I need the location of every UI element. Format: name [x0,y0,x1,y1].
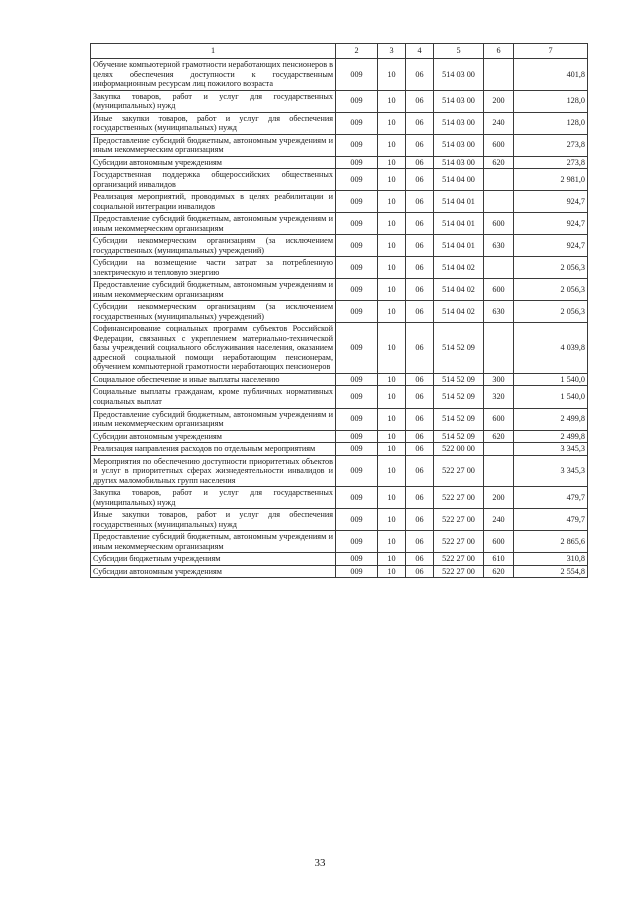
row-section-code: 10 [378,191,406,213]
table-row [91,257,588,279]
row-amount: 128,0 [514,112,588,134]
row-target-article: 514 52 09 [434,386,484,408]
row-subsection-code: 06 [406,373,434,386]
row-target-article: 514 04 02 [434,279,484,301]
row-amount: 924,7 [514,213,588,235]
row-expense-type: 200 [484,487,514,509]
row-name-cell: Иные закупки товаров, работ и услуг для обеспечения государственных (муниципальных) нужд [91,112,336,134]
row-subsection-code: 06 [406,565,434,578]
row-amount: 924,7 [514,235,588,257]
row-ministry-code: 009 [336,59,378,91]
row-section-code: 10 [378,156,406,169]
table-row [91,565,588,578]
row-name-cell: Субсидии автономным учреждениям [91,565,336,578]
row-ministry-code: 009 [336,323,378,374]
row-subsection-code: 06 [406,257,434,279]
row-ministry-code: 009 [336,235,378,257]
row-section-code: 10 [378,408,406,430]
table-row [91,169,588,191]
row-expense-type: 630 [484,235,514,257]
budget-table [90,43,588,578]
row-amount: 924,7 [514,191,588,213]
row-amount: 310,8 [514,553,588,566]
row-target-article: 514 52 09 [434,430,484,443]
row-name-cell: Предоставление субсидий бюджетным, автономным учреждениям и иным некоммерческим организациям [91,134,336,156]
row-amount: 273,8 [514,134,588,156]
table-row [91,553,588,566]
row-subsection-code: 06 [406,59,434,91]
table-row [91,323,588,374]
row-name-cell: Реализация направления расходов по отдельным мероприятиям [91,443,336,456]
row-ministry-code: 009 [336,565,378,578]
table-row [91,59,588,91]
row-target-article: 522 27 00 [434,509,484,531]
table-row [91,90,588,112]
row-subsection-code: 06 [406,323,434,374]
row-target-article: 514 03 00 [434,59,484,91]
row-name-cell: Субсидии некоммерческим организациям (за исключением государственных (муниципальных) учреждений) [91,235,336,257]
row-ministry-code: 009 [336,134,378,156]
row-ministry-code: 009 [336,156,378,169]
row-target-article: 514 04 01 [434,191,484,213]
table-row [91,134,588,156]
row-amount: 479,7 [514,509,588,531]
row-name-cell: Субсидии некоммерческим организациям (за исключением государственных (муниципальных) учреждений) [91,301,336,323]
row-section-code: 10 [378,112,406,134]
table-row [91,191,588,213]
row-section-code: 10 [378,565,406,578]
row-subsection-code: 06 [406,386,434,408]
header-col-1: 1 [91,44,336,59]
row-section-code: 10 [378,301,406,323]
row-ministry-code: 009 [336,408,378,430]
row-amount: 3 345,3 [514,455,588,487]
header-col-3: 3 [378,44,406,59]
row-expense-type: 600 [484,134,514,156]
row-ministry-code: 009 [336,257,378,279]
row-ministry-code: 009 [336,90,378,112]
row-subsection-code: 06 [406,430,434,443]
row-amount: 2 865,6 [514,531,588,553]
row-expense-type [484,443,514,456]
row-subsection-code: 06 [406,455,434,487]
row-subsection-code: 06 [406,553,434,566]
header-col-7: 7 [514,44,588,59]
row-subsection-code: 06 [406,134,434,156]
table-row [91,509,588,531]
table-row [91,235,588,257]
row-ministry-code: 009 [336,279,378,301]
row-target-article: 522 27 00 [434,531,484,553]
row-ministry-code: 009 [336,509,378,531]
row-name-cell: Обучение компьютерной грамотности неработающих пенсионеров в целях обеспечения доступности к государственным информационным ресурсам лиц пожилого возраста [91,59,336,91]
row-expense-type: 610 [484,553,514,566]
table-row [91,386,588,408]
row-amount: 273,8 [514,156,588,169]
row-ministry-code: 009 [336,112,378,134]
row-expense-type: 620 [484,430,514,443]
row-subsection-code: 06 [406,235,434,257]
row-amount: 401,8 [514,59,588,91]
row-expense-type: 240 [484,112,514,134]
row-subsection-code: 06 [406,443,434,456]
row-amount: 4 039,8 [514,323,588,374]
row-name-cell: Мероприятия по обеспечению доступности приоритетных объектов и услуг в приоритетных сферах жизнедеятельности инвалидов и других маломобильных групп населения [91,455,336,487]
row-amount: 2 981,0 [514,169,588,191]
table-row [91,531,588,553]
header-col-4: 4 [406,44,434,59]
row-expense-type [484,59,514,91]
row-section-code: 10 [378,257,406,279]
row-amount: 1 540,0 [514,373,588,386]
row-target-article: 522 27 00 [434,455,484,487]
row-amount: 1 540,0 [514,386,588,408]
row-amount: 2 056,3 [514,257,588,279]
row-ministry-code: 009 [336,386,378,408]
row-section-code: 10 [378,59,406,91]
row-expense-type: 620 [484,565,514,578]
row-expense-type: 600 [484,213,514,235]
row-name-cell: Социальные выплаты гражданам, кроме публичных нормативных социальных выплат [91,386,336,408]
row-expense-type: 600 [484,279,514,301]
row-subsection-code: 06 [406,213,434,235]
row-subsection-code: 06 [406,90,434,112]
row-target-article: 514 04 01 [434,213,484,235]
row-section-code: 10 [378,90,406,112]
row-section-code: 10 [378,553,406,566]
row-target-article: 514 03 00 [434,112,484,134]
row-amount: 128,0 [514,90,588,112]
row-expense-type: 300 [484,373,514,386]
row-target-article: 514 04 02 [434,257,484,279]
row-name-cell: Социальное обеспечение и иные выплаты населению [91,373,336,386]
row-ministry-code: 009 [336,531,378,553]
row-target-article: 514 52 09 [434,323,484,374]
table-row [91,279,588,301]
row-ministry-code: 009 [336,373,378,386]
row-name-cell: Закупка товаров, работ и услуг для государственных (муниципальных) нужд [91,487,336,509]
row-ministry-code: 009 [336,553,378,566]
row-target-article: 514 04 01 [434,235,484,257]
table-row [91,112,588,134]
row-section-code: 10 [378,213,406,235]
row-section-code: 10 [378,509,406,531]
row-section-code: 10 [378,430,406,443]
row-target-article: 522 00 00 [434,443,484,456]
row-amount: 2 554,8 [514,565,588,578]
row-ministry-code: 009 [336,443,378,456]
row-expense-type: 320 [484,386,514,408]
table-row [91,156,588,169]
row-name-cell: Субсидии автономным учреждениям [91,156,336,169]
row-target-article: 514 03 00 [434,134,484,156]
row-section-code: 10 [378,323,406,374]
row-amount: 2 056,3 [514,279,588,301]
row-expense-type [484,323,514,374]
row-name-cell: Субсидии на возмещение части затрат за потребленную электрическую и тепловую энергию [91,257,336,279]
header-col-5: 5 [434,44,484,59]
row-name-cell: Предоставление субсидий бюджетным, автономным учреждениям и иным некоммерческим организациям [91,408,336,430]
row-name-cell: Реализация мероприятий, проводимых в целях реабилитации и социальной интеграции инвалидов [91,191,336,213]
table-row [91,455,588,487]
row-section-code: 10 [378,373,406,386]
row-target-article: 514 03 00 [434,90,484,112]
page-number: 33 [314,857,326,869]
row-subsection-code: 06 [406,169,434,191]
row-target-article: 514 04 00 [434,169,484,191]
row-target-article: 514 52 09 [434,373,484,386]
row-target-article: 522 27 00 [434,565,484,578]
row-amount: 2 499,8 [514,408,588,430]
row-ministry-code: 009 [336,301,378,323]
row-expense-type: 620 [484,156,514,169]
row-name-cell: Государственная поддержка общероссийских общественных организаций инвалидов [91,169,336,191]
row-name-cell: Предоставление субсидий бюджетным, автономным учреждениям и иным некоммерческим организациям [91,531,336,553]
row-section-code: 10 [378,279,406,301]
table-row [91,487,588,509]
row-section-code: 10 [378,487,406,509]
table-row [91,430,588,443]
row-expense-type [484,169,514,191]
row-section-code: 10 [378,455,406,487]
row-section-code: 10 [378,531,406,553]
row-section-code: 10 [378,443,406,456]
table-header-row [91,44,588,59]
row-name-cell: Предоставление субсидий бюджетным, автономным учреждениям и иным некоммерческим организациям [91,213,336,235]
row-name-cell: Предоставление субсидий бюджетным, автономным учреждениям и иным некоммерческим организациям [91,279,336,301]
row-subsection-code: 06 [406,531,434,553]
row-target-article: 514 52 09 [434,408,484,430]
row-expense-type: 630 [484,301,514,323]
row-amount: 2 056,3 [514,301,588,323]
table-row [91,301,588,323]
row-amount: 479,7 [514,487,588,509]
row-section-code: 10 [378,386,406,408]
table-row [91,443,588,456]
row-section-code: 10 [378,169,406,191]
table-body [91,59,588,578]
row-subsection-code: 06 [406,487,434,509]
table-row [91,373,588,386]
row-name-cell: Закупка товаров, работ и услуг для государственных (муниципальных) нужд [91,90,336,112]
row-target-article: 514 04 02 [434,301,484,323]
row-subsection-code: 06 [406,156,434,169]
row-section-code: 10 [378,235,406,257]
row-expense-type [484,191,514,213]
row-name-cell: Иные закупки товаров, работ и услуг для обеспечения государственных (муниципальных) нужд [91,509,336,531]
row-ministry-code: 009 [336,455,378,487]
row-subsection-code: 06 [406,509,434,531]
row-ministry-code: 009 [336,487,378,509]
row-target-article: 522 27 00 [434,487,484,509]
table-row [91,408,588,430]
row-name-cell: Субсидии бюджетным учреждениям [91,553,336,566]
row-target-article: 514 03 00 [434,156,484,169]
table-row [91,213,588,235]
row-ministry-code: 009 [336,430,378,443]
row-subsection-code: 06 [406,191,434,213]
row-section-code: 10 [378,134,406,156]
row-amount: 2 499,8 [514,430,588,443]
row-name-cell: Субсидии автономным учреждениям [91,430,336,443]
row-subsection-code: 06 [406,408,434,430]
row-name-cell: Софинансирование социальных программ субъектов Российской Федерации, связанных с укреплением материально-технической базы учреждений социального обслуживания населения, оказанием адресной социальной помощи неработающим пенсионерам, обучением компьютерной грамотности неработающих пенсионеров [91,323,336,374]
row-expense-type: 600 [484,408,514,430]
row-ministry-code: 009 [336,213,378,235]
header-col-2: 2 [336,44,378,59]
row-subsection-code: 06 [406,112,434,134]
row-expense-type: 200 [484,90,514,112]
row-ministry-code: 009 [336,191,378,213]
row-ministry-code: 009 [336,169,378,191]
row-expense-type [484,257,514,279]
row-expense-type [484,455,514,487]
row-expense-type: 600 [484,531,514,553]
row-target-article: 522 27 00 [434,553,484,566]
header-col-6: 6 [484,44,514,59]
row-subsection-code: 06 [406,301,434,323]
row-amount: 3 345,3 [514,443,588,456]
row-expense-type: 240 [484,509,514,531]
row-subsection-code: 06 [406,279,434,301]
